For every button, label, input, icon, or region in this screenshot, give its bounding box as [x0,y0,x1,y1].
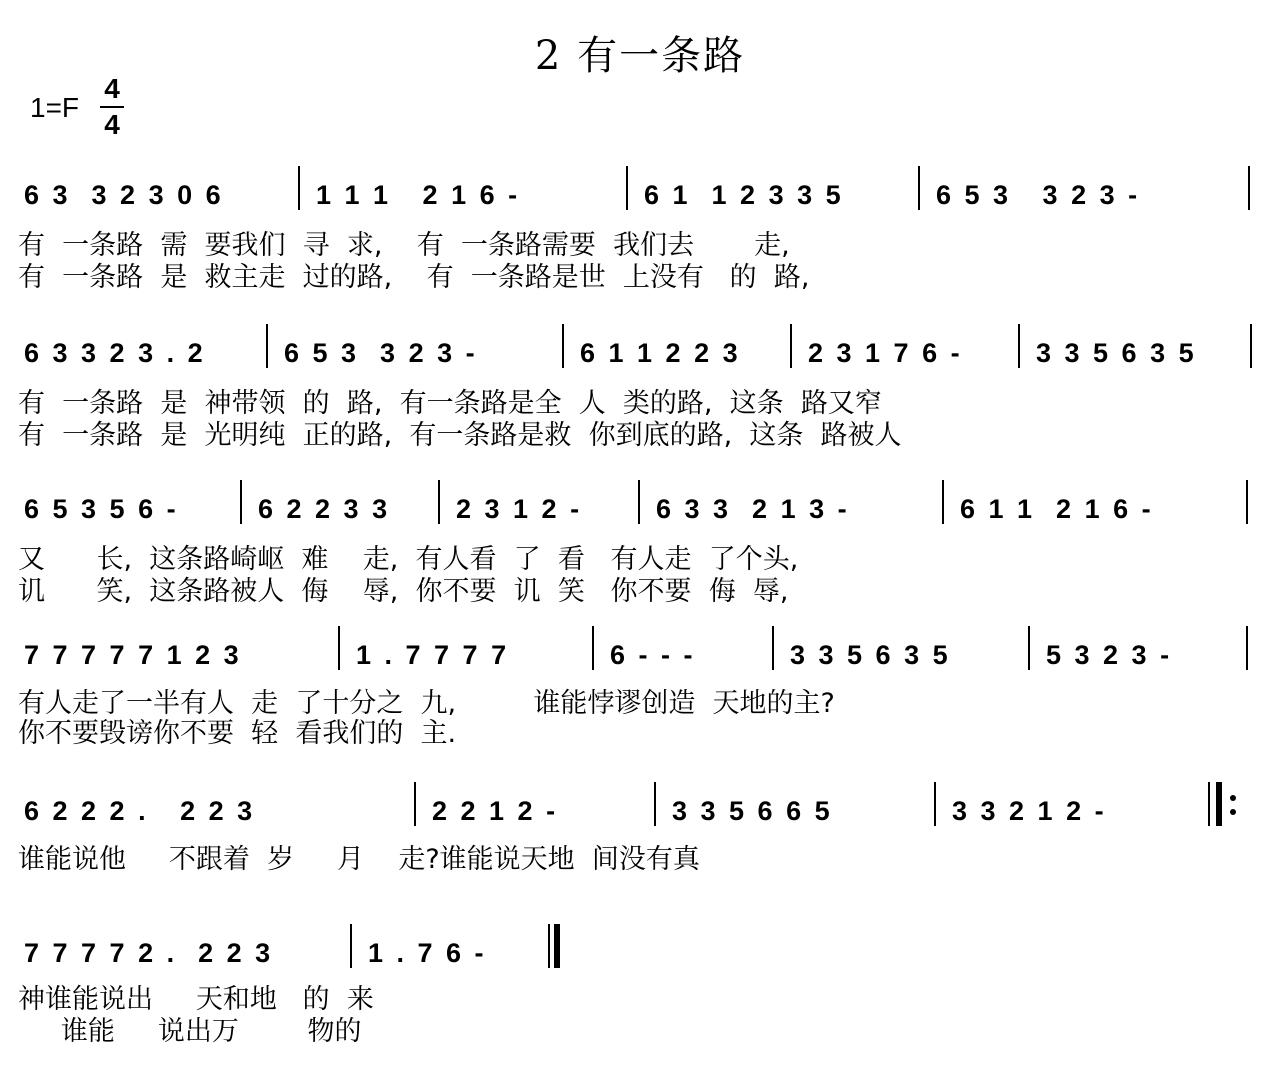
measure: 6 5 3 5 6 - [24,494,179,524]
barline [1246,480,1248,524]
measure: 2 3 1 7 6 - [808,338,963,368]
lyric-line-1: 又 长, 这条路崎岖 难 走, 有人看 了 看 有人走 了个头, [18,544,799,575]
final-barline-thick [554,924,560,968]
final-barline-thin [548,924,550,968]
measure: 3 3 5 6 3 5 [1036,338,1197,368]
key-signature: 1=F [30,92,80,123]
barline [266,324,268,368]
time-signature-line [100,106,124,108]
notation-row [18,620,1270,690]
notation-row [18,918,1270,988]
measure: 6 2 2 2 . 2 2 3 [24,796,256,826]
measure: 3 3 5 6 3 5 [790,640,951,670]
lyric-line-1: 神谁能说出 天和地 的 来 [18,984,374,1015]
measure: 6 3 3 2 3 . 2 [24,338,206,368]
notation-row [18,776,1270,846]
barline [942,480,944,524]
barline [1028,626,1030,670]
barline [790,324,792,368]
measure: 6 1 1 2 2 3 [580,338,741,368]
lyric-line-2: 讥 笑, 这条路被人 侮 辱, 你不要 讥 笑 你不要 侮 辱, [18,576,789,607]
measure: 6 5 3 3 2 3 - [936,180,1141,210]
measure: 6 5 3 3 2 3 - [284,338,478,368]
barline [414,782,416,826]
lyric-line-2: 你不要毁谤你不要 轻 看我们的 主. [18,718,457,749]
measure: 1 . 7 6 - [368,938,487,968]
barline [1246,626,1248,670]
time-signature-top: 4 [104,73,120,104]
measure: 6 3 3 2 1 3 - [656,494,850,524]
lyric-line-2: 有 一条路 是 光明纯 正的路, 有一条路是救 你到底的路, 这条 路被人 [18,420,902,451]
measure: 6 - - - [610,640,696,670]
measure: 6 3 3 2 3 0 6 [24,180,224,210]
song-title: 2 有一条路 [534,33,746,79]
measure: 7 7 7 7 2 . 2 2 3 [24,938,274,968]
barline [1250,324,1252,368]
lyric-line-1: 有人走了一半有人 走 了十分之 九, 谁能悖谬创造 天地的主? [18,688,835,719]
barline [592,626,594,670]
measure: 3 3 5 6 6 5 [672,796,833,826]
measure: 1 1 1 2 1 6 - [316,180,521,210]
lyric-line-1: 有 一条路 是 神带领 的 路, 有一条路是全 人 类的路, 这条 路又窄 [18,388,882,419]
barline [562,324,564,368]
barline [1018,324,1020,368]
repeat-dots-icon [1228,790,1238,820]
measure: 6 1 1 2 1 6 - [960,494,1154,524]
measure: 2 3 1 2 - [456,494,583,524]
measure: 6 2 2 3 3 [258,494,391,524]
measure: 5 3 2 3 - [1046,640,1173,670]
barline [438,480,440,524]
barline [638,480,640,524]
barline [934,782,936,826]
time-signature-bottom: 4 [104,109,120,140]
notation-row [18,474,1270,544]
barline [918,166,920,210]
measure: 7 7 7 7 7 1 2 3 [24,640,242,670]
notation-row [18,318,1270,388]
barline [626,166,628,210]
barline [1248,166,1250,210]
barline [240,480,242,524]
barline [772,626,774,670]
lyric-line-2: 有 一条路 是 救主走 过的路, 有 一条路是世 上没有 的 路, [18,262,810,293]
barline [350,924,352,968]
repeat-barline-thin [1208,782,1210,826]
measure: 1 . 7 7 7 7 [356,640,510,670]
lyric-line-2: 谁能 说出万 物的 [18,1016,362,1047]
measure: 3 3 2 1 2 - [952,796,1107,826]
measure: 6 1 1 2 3 3 5 [644,180,844,210]
barline [338,626,340,670]
time-signature [100,74,124,140]
measure: 2 2 1 2 - [432,796,559,826]
barline [654,782,656,826]
barline [298,166,300,210]
lyric-line-1: 有 一条路 需 要我们 寻 求, 有 一条路需要 我们去 走, [18,230,790,261]
notation-row [18,160,1270,230]
repeat-barline-thick [1216,782,1222,826]
lyric-line-1: 谁能说他 不跟着 岁 月 走?谁能说天地 间没有真 [18,844,700,875]
